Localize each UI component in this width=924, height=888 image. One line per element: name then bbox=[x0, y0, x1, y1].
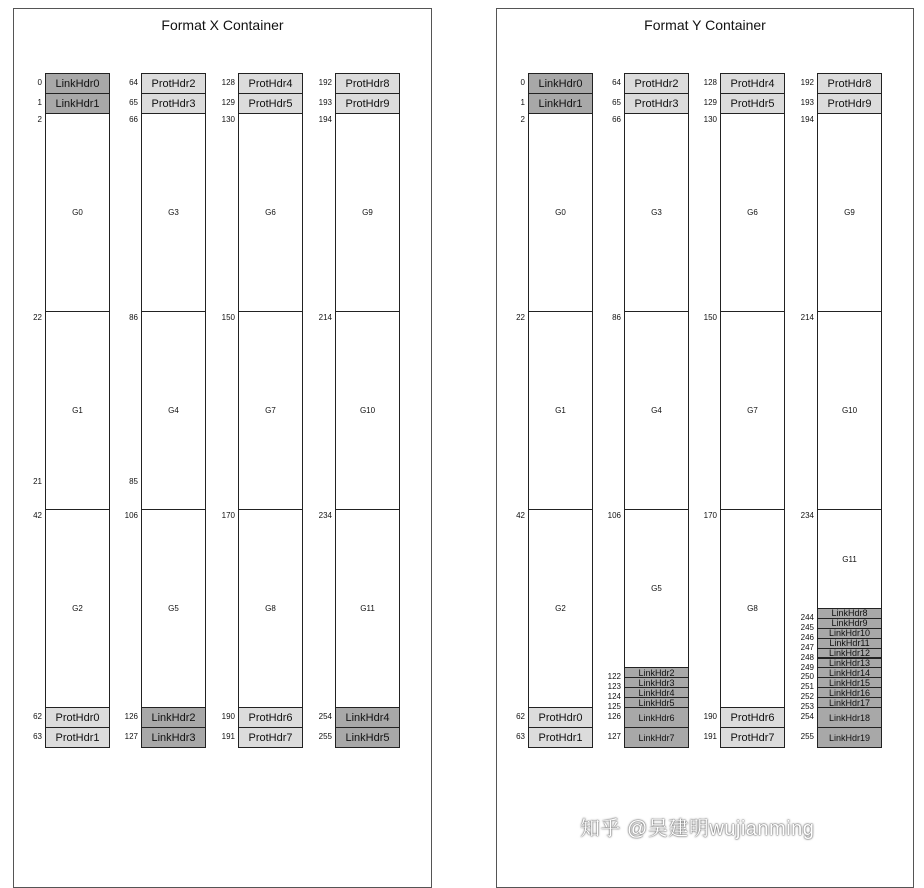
group-block: G5 bbox=[141, 509, 206, 708]
header-cell: ProtHdr0 bbox=[528, 707, 593, 728]
group-block: G7 bbox=[238, 311, 303, 510]
row-index-label: 130 bbox=[703, 115, 717, 124]
row-index-label: 0 bbox=[37, 78, 42, 87]
row-index-label: 244 bbox=[800, 613, 814, 622]
header-cell: LinkHdr0 bbox=[45, 73, 110, 94]
header-cell: LinkHdr4 bbox=[335, 707, 400, 728]
header-cell: ProtHdr6 bbox=[720, 707, 785, 728]
row-index-label: 42 bbox=[33, 511, 42, 520]
header-cell: LinkHdr0 bbox=[528, 73, 593, 94]
row-index-label: 86 bbox=[612, 313, 621, 322]
row-index-label: 150 bbox=[703, 313, 717, 322]
group-block: G2 bbox=[45, 509, 110, 708]
row-index-label: 127 bbox=[124, 732, 138, 741]
watermark: 知乎 @吴建明wujianming bbox=[580, 818, 815, 840]
row-index-label: 246 bbox=[800, 632, 814, 642]
row-index-label: 129 bbox=[221, 98, 235, 107]
row-index-label: 126 bbox=[124, 712, 138, 721]
row-index-label: 192 bbox=[318, 78, 332, 87]
row-index-label: 42 bbox=[516, 511, 525, 520]
header-cell: ProtHdr0 bbox=[45, 707, 110, 728]
header-cell: ProtHdr2 bbox=[624, 73, 689, 94]
row-index-label: 106 bbox=[607, 511, 621, 520]
row-index-label: 191 bbox=[703, 732, 717, 741]
header-cell: ProtHdr8 bbox=[817, 73, 882, 94]
group-block: G9 bbox=[817, 113, 882, 312]
row-index-label: 254 bbox=[318, 712, 332, 721]
row-index-label: 128 bbox=[221, 78, 235, 87]
group-block: G9 bbox=[335, 113, 400, 312]
row-index-label: 86 bbox=[129, 313, 138, 322]
row-index-label: 62 bbox=[516, 712, 525, 721]
header-cell: LinkHdr17 bbox=[817, 697, 882, 708]
header-cell: ProtHdr9 bbox=[335, 93, 400, 114]
row-index-label: 248 bbox=[800, 652, 814, 662]
header-cell: ProtHdr1 bbox=[45, 727, 110, 748]
group-block: G3 bbox=[624, 113, 689, 312]
header-cell: LinkHdr2 bbox=[624, 667, 689, 678]
panel-title: Format Y Container bbox=[644, 17, 766, 33]
header-cell: LinkHdr11 bbox=[817, 638, 882, 649]
row-index-label: 250 bbox=[800, 672, 814, 682]
header-cell: ProtHdr3 bbox=[141, 93, 206, 114]
row-index-label: 64 bbox=[129, 78, 138, 87]
row-index-label: 191 bbox=[221, 732, 235, 741]
row-index-label: 124 bbox=[607, 692, 621, 702]
row-index-label: 194 bbox=[800, 115, 814, 124]
row-index-label: 249 bbox=[800, 662, 814, 672]
header-cell: ProtHdr5 bbox=[238, 93, 303, 114]
row-index-label: 190 bbox=[703, 712, 717, 721]
header-cell: LinkHdr18 bbox=[817, 707, 882, 728]
row-index-label: 106 bbox=[124, 511, 138, 520]
row-index-label: 193 bbox=[800, 98, 814, 107]
header-cell: LinkHdr3 bbox=[624, 677, 689, 688]
row-index-label: 150 bbox=[221, 313, 235, 322]
row-index-label: 234 bbox=[800, 511, 814, 520]
row-index-label: 125 bbox=[607, 702, 621, 712]
group-block: G3 bbox=[141, 113, 206, 312]
header-cell: LinkHdr3 bbox=[141, 727, 206, 748]
header-cell: LinkHdr13 bbox=[817, 658, 882, 669]
header-cell: LinkHdr7 bbox=[624, 727, 689, 748]
group-block: G0 bbox=[45, 113, 110, 312]
row-index-label: 255 bbox=[800, 732, 814, 741]
header-cell: ProtHdr6 bbox=[238, 707, 303, 728]
format-x-container bbox=[13, 8, 432, 888]
row-index-label: 247 bbox=[800, 642, 814, 652]
row-index-label: 1 bbox=[520, 98, 525, 107]
header-cell: ProtHdr1 bbox=[528, 727, 593, 748]
header-cell: ProtHdr9 bbox=[817, 93, 882, 114]
header-cell: ProtHdr3 bbox=[624, 93, 689, 114]
row-index-label: 0 bbox=[520, 78, 525, 87]
panel-title: Format X Container bbox=[161, 17, 284, 33]
row-index-label: 252 bbox=[800, 692, 814, 702]
row-index-label: 2 bbox=[520, 115, 525, 124]
header-cell: LinkHdr4 bbox=[624, 687, 689, 698]
row-index-label: 63 bbox=[516, 732, 525, 741]
group-block: G10 bbox=[335, 311, 400, 510]
group-block: G7 bbox=[720, 311, 785, 510]
header-cell: LinkHdr5 bbox=[624, 697, 689, 708]
group-block: G4 bbox=[141, 311, 206, 510]
row-index-label: 170 bbox=[221, 511, 235, 520]
header-cell: ProtHdr2 bbox=[141, 73, 206, 94]
row-index-label: 2 bbox=[37, 115, 42, 124]
row-index-label: 214 bbox=[800, 313, 814, 322]
row-index-label: 85 bbox=[129, 477, 138, 487]
group-block: G6 bbox=[720, 113, 785, 312]
group-block: G11 bbox=[817, 509, 882, 609]
row-index-label: 192 bbox=[800, 78, 814, 87]
header-cell: ProtHdr4 bbox=[238, 73, 303, 94]
header-cell: ProtHdr7 bbox=[238, 727, 303, 748]
row-index-label: 1 bbox=[37, 98, 42, 107]
group-block: G10 bbox=[817, 311, 882, 510]
row-index-label: 64 bbox=[612, 78, 621, 87]
group-block: G1 bbox=[45, 311, 110, 510]
header-cell: LinkHdr1 bbox=[45, 93, 110, 114]
group-block: G5 bbox=[624, 509, 689, 668]
row-index-label: 123 bbox=[607, 682, 621, 692]
header-cell: ProtHdr4 bbox=[720, 73, 785, 94]
row-index-label: 234 bbox=[318, 511, 332, 520]
row-index-label: 128 bbox=[703, 78, 717, 87]
group-block: G4 bbox=[624, 311, 689, 510]
row-index-label: 62 bbox=[33, 712, 42, 721]
format-y-container bbox=[496, 8, 914, 888]
header-cell: LinkHdr10 bbox=[817, 628, 882, 639]
group-block: G6 bbox=[238, 113, 303, 312]
header-cell: LinkHdr1 bbox=[528, 93, 593, 114]
header-cell: LinkHdr16 bbox=[817, 687, 882, 698]
row-index-label: 214 bbox=[318, 313, 332, 322]
row-index-label: 122 bbox=[607, 672, 621, 682]
row-index-label: 130 bbox=[221, 115, 235, 124]
header-cell: ProtHdr5 bbox=[720, 93, 785, 114]
group-block: G8 bbox=[720, 509, 785, 708]
header-cell: LinkHdr2 bbox=[141, 707, 206, 728]
row-index-label: 193 bbox=[318, 98, 332, 107]
header-cell: LinkHdr19 bbox=[817, 727, 882, 748]
row-index-label: 66 bbox=[612, 115, 621, 124]
group-block: G2 bbox=[528, 509, 593, 708]
row-index-label: 126 bbox=[607, 712, 621, 721]
header-cell: LinkHdr9 bbox=[817, 618, 882, 629]
group-block: G11 bbox=[335, 509, 400, 708]
header-cell: LinkHdr6 bbox=[624, 707, 689, 728]
row-index-label: 194 bbox=[318, 115, 332, 124]
row-index-label: 129 bbox=[703, 98, 717, 107]
group-block: G1 bbox=[528, 311, 593, 510]
row-index-label: 190 bbox=[221, 712, 235, 721]
row-index-label: 251 bbox=[800, 682, 814, 692]
header-cell: LinkHdr15 bbox=[817, 677, 882, 688]
header-cell: LinkHdr8 bbox=[817, 608, 882, 619]
row-index-label: 63 bbox=[33, 732, 42, 741]
row-index-label: 253 bbox=[800, 702, 814, 712]
row-index-label: 22 bbox=[516, 313, 525, 322]
header-cell: ProtHdr7 bbox=[720, 727, 785, 748]
group-block: G8 bbox=[238, 509, 303, 708]
row-index-label: 255 bbox=[318, 732, 332, 741]
header-cell: LinkHdr14 bbox=[817, 667, 882, 678]
group-block: G0 bbox=[528, 113, 593, 312]
header-cell: LinkHdr5 bbox=[335, 727, 400, 748]
row-index-label: 66 bbox=[129, 115, 138, 124]
row-index-label: 21 bbox=[33, 477, 42, 487]
row-index-label: 127 bbox=[607, 732, 621, 741]
row-index-label: 65 bbox=[612, 98, 621, 107]
header-cell: ProtHdr8 bbox=[335, 73, 400, 94]
row-index-label: 65 bbox=[129, 98, 138, 107]
row-index-label: 22 bbox=[33, 313, 42, 322]
header-cell: LinkHdr12 bbox=[817, 648, 882, 659]
row-index-label: 254 bbox=[800, 712, 814, 721]
row-index-label: 245 bbox=[800, 622, 814, 632]
row-index-label: 170 bbox=[703, 511, 717, 520]
